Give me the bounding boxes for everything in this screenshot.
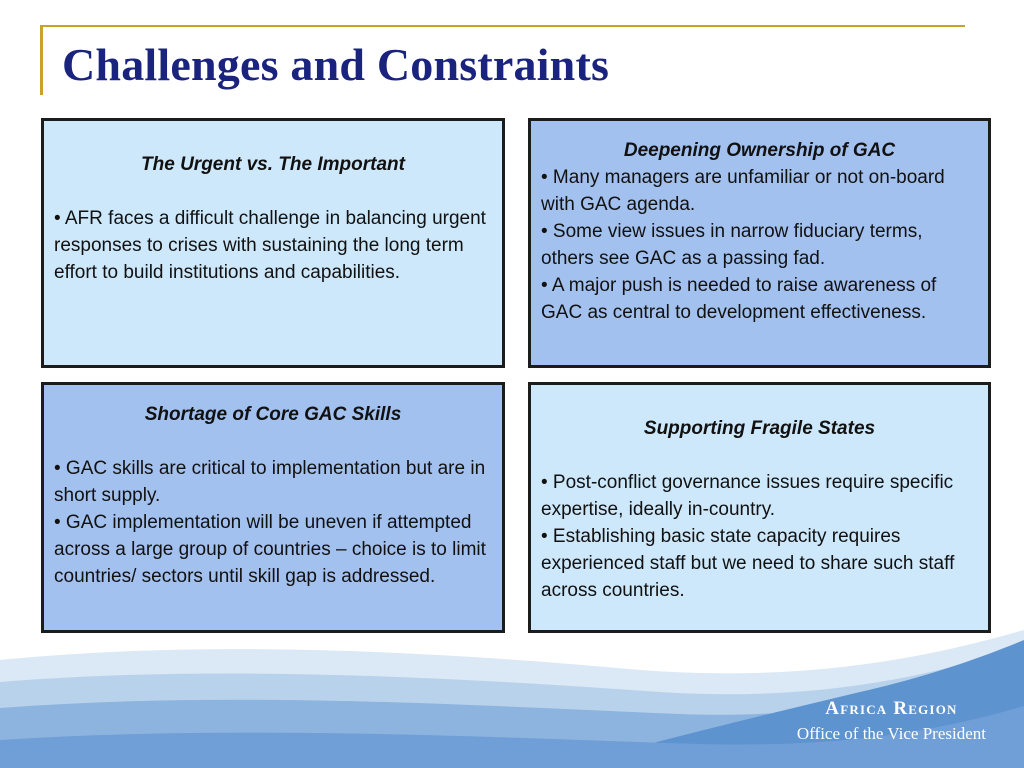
accent-line-vertical: [40, 25, 43, 95]
footer-region-title: Africa Region: [825, 698, 958, 719]
box-shortage-of-skills: [41, 382, 505, 633]
bullet-text: • AFR faces a difficult challenge in balancing urgent responses to crises with sustaining the long term effort to build institutions and capabilities.: [54, 208, 486, 283]
box-heading: Shortage of Core GAC Skills: [144, 404, 402, 425]
bullet-text: • GAC implementation will be uneven if attempted across a large group of countries – choice is to limit countries/ sectors until skill gap is addressed.: [54, 512, 486, 587]
accent-line-horizontal: [40, 25, 965, 27]
footer-branding: [797, 698, 986, 744]
box-urgent-vs-important: [41, 118, 505, 368]
box-heading: The Urgent vs. The Important: [141, 154, 405, 175]
box-fragile-states: [528, 382, 991, 633]
box-heading: Deepening Ownership of GAC: [623, 140, 896, 161]
bullet-text: • A major push is needed to raise awareness of GAC as central to development effectiveness.: [541, 275, 937, 323]
footer-wave-graphic: [0, 620, 1024, 768]
bullet-text: • Some view issues in narrow fiduciary terms, others see GAC as a passing fad.: [541, 221, 923, 269]
bullet-text: • GAC skills are critical to implementation but are in short supply.: [54, 458, 486, 506]
bullet-text: • Many managers are unfamiliar or not on-board with GAC agenda.: [541, 167, 945, 215]
bullet-text: • Post-conflict governance issues require specific expertise, ideally in-country.: [541, 472, 954, 520]
slide-title: Challenges and Constraints: [62, 39, 610, 90]
box-deepening-ownership: [528, 118, 991, 368]
bullet-text: • Establishing basic state capacity requires experienced staff but we need to share such staff across countries.: [541, 526, 955, 601]
box-heading: Supporting Fragile States: [643, 418, 876, 439]
footer-office-subtitle: Office of the Vice President: [796, 724, 986, 743]
